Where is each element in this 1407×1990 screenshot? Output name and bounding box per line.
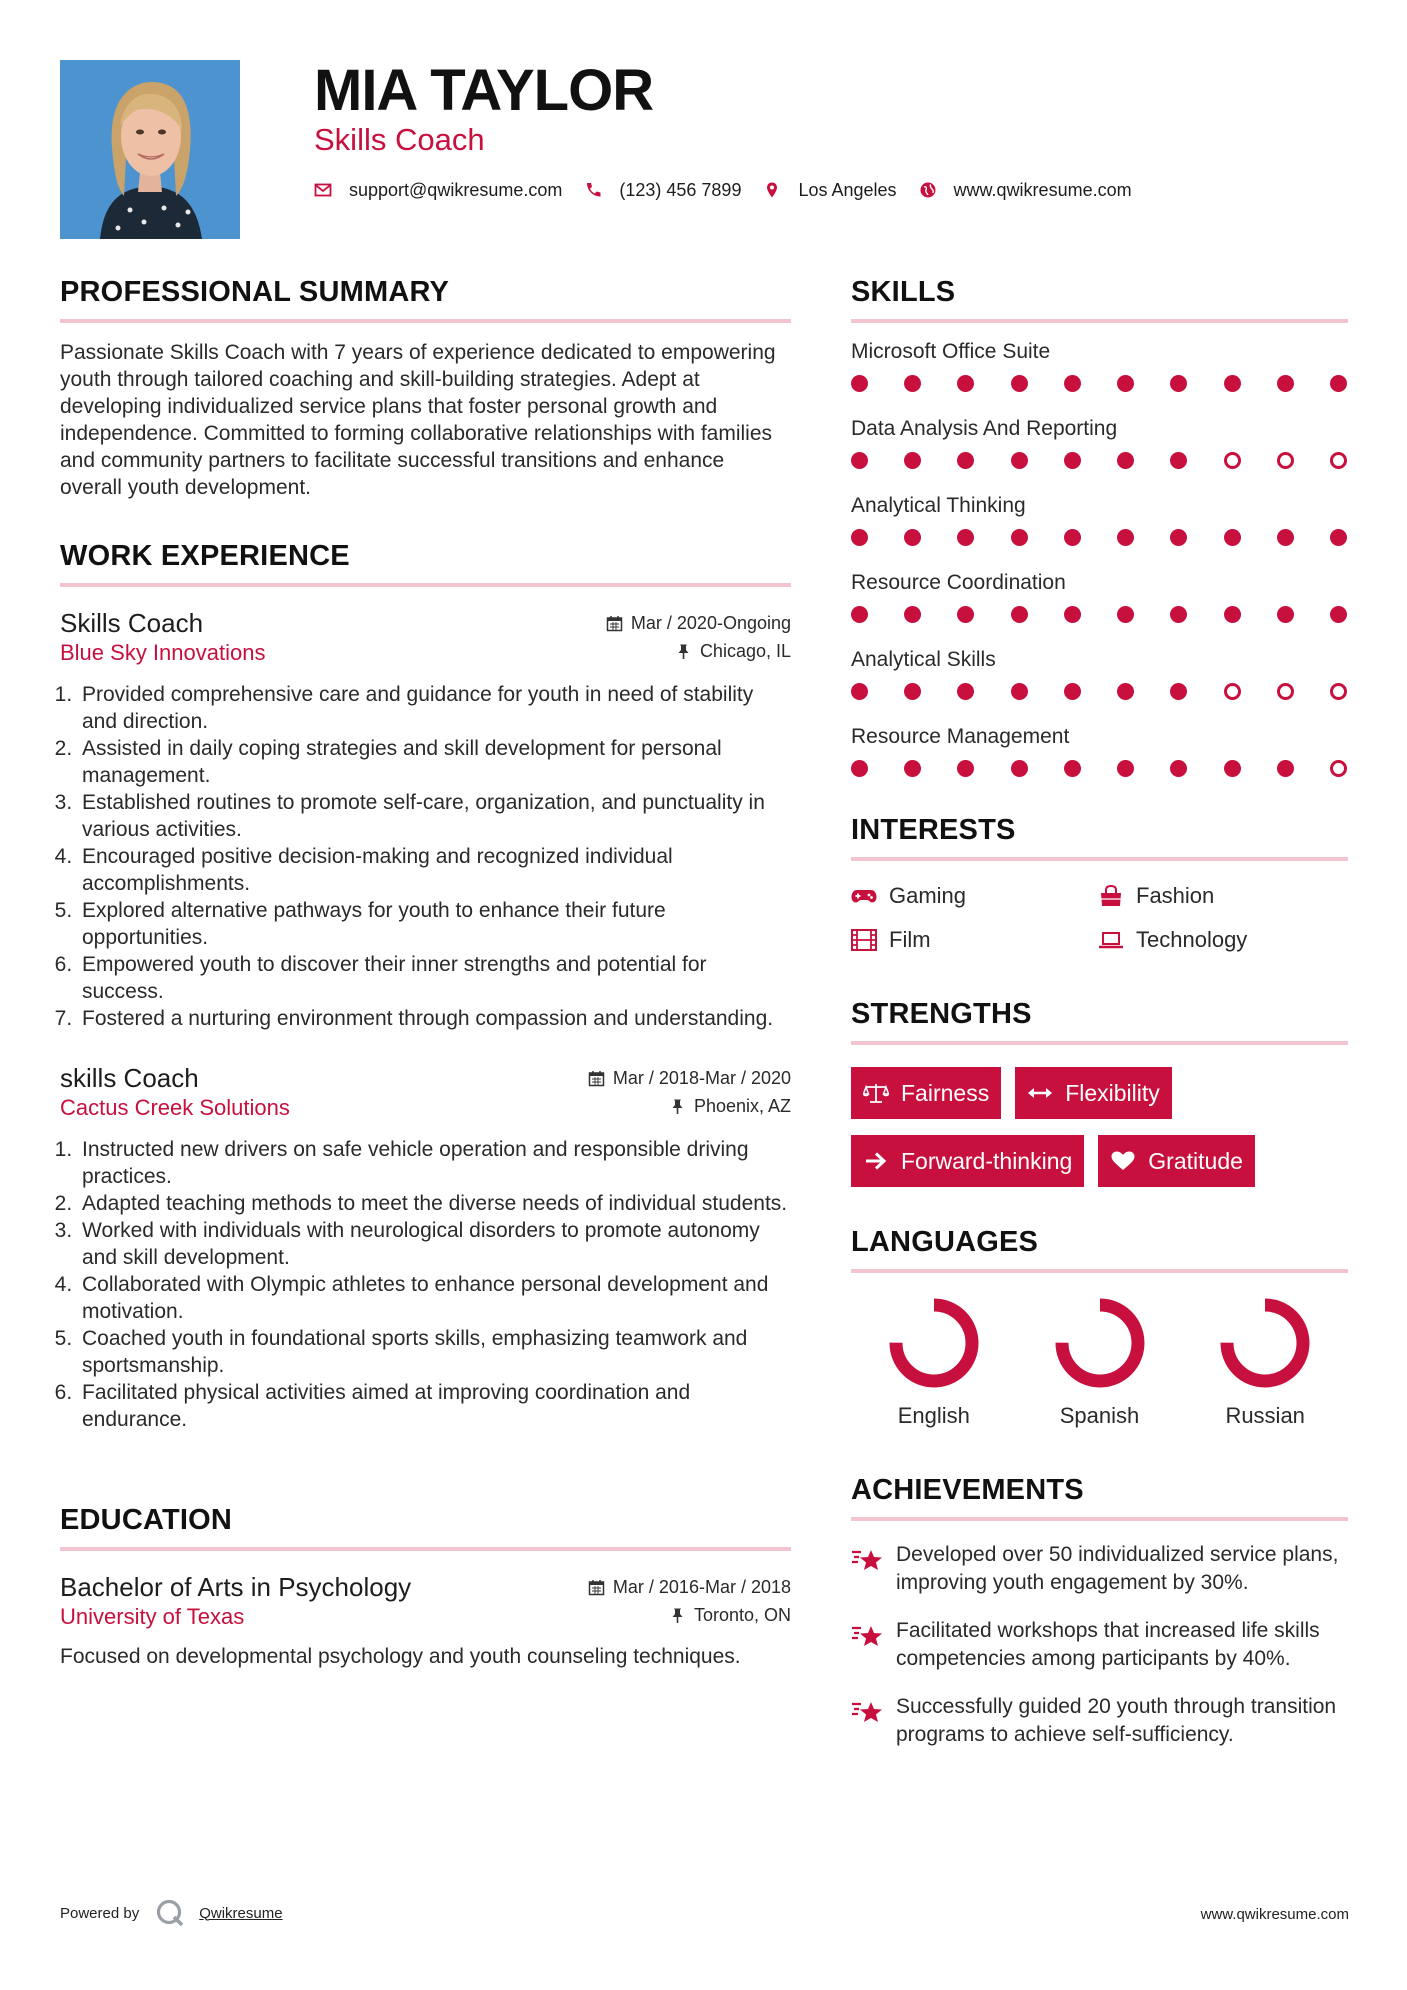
left-column — [60, 275, 791, 1670]
rating-dot-filled — [1330, 375, 1347, 392]
skill-rating — [851, 375, 1348, 392]
education-school: University of Texas — [60, 1604, 245, 1629]
language-ring-arc — [1062, 1305, 1138, 1381]
skill-rating — [851, 760, 1348, 777]
rating-dot-filled — [1064, 760, 1081, 777]
education-location — [669, 1605, 791, 1626]
rating-dot-empty — [1224, 683, 1241, 700]
language-item — [1017, 1295, 1183, 1429]
skill-rating — [851, 529, 1348, 546]
experience-heading: WORK EXPERIENCE — [60, 539, 791, 587]
globe-icon — [919, 181, 937, 199]
language-name: Russian — [1225, 1403, 1305, 1428]
achievements-heading: ACHIEVEMENTS — [851, 1473, 1348, 1521]
rating-dot-filled — [904, 375, 921, 392]
job-date-text: Mar / 2018-Mar / 2020 — [612, 1068, 791, 1088]
powered-by-label: Powered by — [60, 1904, 140, 1922]
heart-icon — [1110, 1150, 1136, 1172]
contact-bar — [314, 177, 1154, 203]
rating-dot-filled — [1064, 683, 1081, 700]
language-item — [851, 1295, 1017, 1429]
rating-dot-empty — [1277, 683, 1294, 700]
achievement-item — [851, 1693, 1348, 1749]
laptop-icon — [1098, 929, 1124, 951]
job-header — [60, 1062, 791, 1094]
rating-dot-filled — [904, 683, 921, 700]
gamepad-icon — [851, 885, 877, 907]
calendar-icon — [588, 1579, 605, 1596]
languages-list — [851, 1295, 1348, 1429]
job-subheader — [60, 639, 791, 667]
strength-tag — [851, 1067, 1001, 1119]
rating-dot-filled — [1224, 375, 1241, 392]
list-item: 7. Fostered a nurturing environment through compassion and understanding. — [78, 1005, 791, 1032]
interest-label: Technology — [1136, 927, 1248, 952]
job-location — [669, 1096, 791, 1117]
skill-name: Resource Management — [851, 725, 1070, 748]
summary-heading: PROFESSIONAL SUMMARY — [60, 275, 791, 323]
list-item: 6. Facilitated physical activities aimed at improving coordination and endurance. — [78, 1379, 791, 1433]
envelope-icon — [314, 181, 332, 199]
skills-list — [851, 339, 1348, 777]
rating-dot-filled — [1117, 760, 1134, 777]
contact-location — [763, 180, 896, 201]
phone-icon — [584, 181, 602, 199]
education-degree: Bachelor of Arts in Psychology — [60, 1572, 412, 1602]
rating-dot-filled — [1277, 529, 1294, 546]
interest-item — [851, 927, 1098, 953]
skill-item — [851, 416, 1348, 469]
job-header — [60, 607, 791, 639]
rating-dot-empty — [1330, 683, 1347, 700]
list-item: 2. Adapted teaching methods to meet the diverse needs of individual students. — [78, 1190, 791, 1217]
list-item: 3. Worked with individuals with neurological disorders to promote autonomy and skill development. — [78, 1217, 791, 1271]
profile-photo — [60, 60, 240, 239]
list-item: 4. Encouraged positive decision-making and recognized individual accomplishments. — [78, 843, 791, 897]
rating-dot-filled — [1011, 375, 1028, 392]
job-location-text: Phoenix, AZ — [693, 1096, 791, 1116]
skill-name: Analytical Thinking — [851, 494, 1026, 517]
skill-item — [851, 724, 1348, 777]
rating-dot-filled — [1011, 760, 1028, 777]
rating-dot-empty — [1330, 760, 1347, 777]
skill-name: Microsoft Office Suite — [851, 340, 1051, 363]
skill-name: Analytical Skills — [851, 648, 996, 671]
pushpin-icon — [675, 643, 692, 660]
rating-dot-empty — [1224, 452, 1241, 469]
job-date — [588, 1068, 791, 1089]
job-duties — [60, 681, 791, 1032]
education-date — [588, 1577, 791, 1598]
rating-dot-filled — [1330, 606, 1347, 623]
strengths-list — [851, 1067, 1348, 1187]
strength-label: Fairness — [901, 1079, 990, 1106]
achievement-text: Developed over 50 individualized service plans, improving youth engagement by 30%. — [896, 1543, 1339, 1594]
language-item — [1182, 1295, 1348, 1429]
rating-dot-filled — [957, 683, 974, 700]
interest-item — [851, 883, 1098, 909]
rating-dot-filled — [904, 529, 921, 546]
rating-dot-filled — [1011, 452, 1028, 469]
arrows-horizontal-icon — [1027, 1082, 1053, 1104]
strength-label: Forward-thinking — [901, 1147, 1073, 1174]
pushpin-icon — [669, 1607, 686, 1624]
calendar-icon — [606, 615, 623, 632]
rating-dot-filled — [1170, 760, 1187, 777]
rating-dot-filled — [1064, 452, 1081, 469]
interests-heading: INTERESTS — [851, 813, 1348, 861]
job-entry — [60, 1062, 791, 1433]
language-name: Spanish — [1059, 1403, 1140, 1428]
shooting-star-icon — [851, 1696, 885, 1726]
list-item: 6. Empowered youth to discover their inner strengths and potential for success. — [78, 951, 791, 1005]
skill-rating — [851, 452, 1348, 469]
map-pin-icon — [763, 181, 781, 199]
skill-name: Resource Coordination — [851, 571, 1066, 594]
language-ring — [1052, 1295, 1148, 1391]
shopping-bag-icon — [1098, 885, 1124, 907]
rating-dot-filled — [957, 606, 974, 623]
contact-phone-text: (123) 456 7899 — [619, 179, 742, 200]
calendar-icon — [588, 1070, 605, 1087]
rating-dot-filled — [904, 606, 921, 623]
achievement-text: Facilitated workshops that increased life skills competencies among participants by 40%. — [896, 1619, 1320, 1670]
shooting-star-icon — [851, 1620, 885, 1650]
right-column — [851, 275, 1348, 1749]
summary-text: Passionate Skills Coach with 7 years of experience dedicated to empowering youth through tailored coaching and skill-building strategies. Adept at developing individualized service plans that foster personal growth and independence. Committed to forming collaborative relationships with families and community partners to facilitate successful transitions and enhance overall youth development. — [60, 341, 776, 499]
strengths-heading: STRENGTHS — [851, 997, 1348, 1045]
achievement-text: Successfully guided 20 youth through transition programs to achieve self-sufficiency. — [896, 1695, 1337, 1746]
language-ring — [886, 1295, 982, 1391]
rating-dot-empty — [1330, 452, 1347, 469]
rating-dot-filled — [1064, 529, 1081, 546]
rating-dot-filled — [1117, 375, 1134, 392]
achievements-section — [851, 1473, 1348, 1749]
contact-website-text: www.qwikresume.com — [953, 179, 1132, 200]
list-item: 2. Assisted in daily coping strategies and skill development for personal management. — [78, 735, 791, 789]
rating-dot-filled — [1170, 606, 1187, 623]
list-item: 1. Instructed new drivers on safe vehicle operation and responsible driving practices. — [78, 1136, 791, 1190]
education-header — [60, 1571, 791, 1603]
education-location-text: Toronto, ON — [693, 1605, 791, 1625]
skill-item — [851, 493, 1348, 546]
rating-dot-filled — [1117, 452, 1134, 469]
rating-dot-filled — [851, 606, 868, 623]
achievement-item — [851, 1617, 1348, 1673]
qwikresume-link[interactable]: Qwikresume — [199, 1904, 283, 1922]
rating-dot-filled — [1277, 606, 1294, 623]
job-title: skills Coach — [60, 1063, 199, 1093]
interest-label: Film — [889, 927, 931, 952]
rating-dot-filled — [1064, 375, 1081, 392]
job-duties — [60, 1136, 791, 1433]
skills-section — [851, 275, 1348, 777]
skill-rating — [851, 683, 1348, 700]
rating-dot-filled — [1170, 375, 1187, 392]
education-date-text: Mar / 2016-Mar / 2018 — [612, 1577, 791, 1597]
contact-email-text: support@qwikresume.com — [349, 179, 563, 200]
rating-dot-filled — [1064, 606, 1081, 623]
footer-website[interactable]: www.qwikresume.com — [1200, 1906, 1349, 1923]
candidate-role: Skills Coach — [314, 122, 485, 157]
rating-dot-filled — [1224, 529, 1241, 546]
list-item: 3. Established routines to promote self-care, organization, and punctuality in various activities. — [78, 789, 791, 843]
rating-dot-filled — [1170, 452, 1187, 469]
achievements-list — [851, 1541, 1348, 1749]
rating-dot-filled — [1224, 760, 1241, 777]
job-company: Blue Sky Innovations — [60, 640, 266, 665]
skills-heading: SKILLS — [851, 275, 1348, 323]
strength-label: Gratitude — [1148, 1147, 1243, 1174]
rating-dot-filled — [904, 760, 921, 777]
profile-photo-illustration — [60, 60, 240, 239]
job-title: Skills Coach — [60, 608, 204, 638]
rating-dot-filled — [851, 529, 868, 546]
balance-scale-icon — [863, 1082, 889, 1104]
job-entry — [60, 607, 791, 1032]
rating-dot-filled — [851, 375, 868, 392]
education-heading: EDUCATION — [60, 1503, 791, 1551]
skill-item — [851, 647, 1348, 700]
rating-dot-filled — [1117, 606, 1134, 623]
education-subheader — [60, 1603, 791, 1631]
list-item: 4. Collaborated with Olympic athletes to enhance personal development and motivation. — [78, 1271, 791, 1325]
interest-item — [1098, 883, 1348, 909]
qwikresume-logo-icon — [155, 1898, 185, 1928]
film-icon — [851, 929, 877, 951]
rating-dot-filled — [957, 529, 974, 546]
rating-dot-filled — [1330, 529, 1347, 546]
interests-section — [851, 813, 1348, 953]
list-item: 1. Provided comprehensive care and guidance for youth in need of stability and direction. — [78, 681, 791, 735]
job-location-text: Chicago, IL — [699, 641, 791, 661]
interest-label: Fashion — [1136, 883, 1215, 908]
rating-dot-filled — [1224, 606, 1241, 623]
strengths-section — [851, 997, 1348, 1187]
experience-section — [60, 539, 791, 1433]
shooting-star-icon — [851, 1544, 885, 1574]
job-company: Cactus Creek Solutions — [60, 1095, 290, 1120]
interests-list — [851, 883, 1348, 953]
list-item: 5. Coached youth in foundational sports skills, emphasizing teamwork and sportsmanship. — [78, 1325, 791, 1379]
job-location — [675, 641, 791, 662]
contact-email[interactable] — [314, 180, 562, 201]
rating-dot-filled — [851, 452, 868, 469]
skill-item — [851, 339, 1348, 392]
strength-tag — [1015, 1067, 1172, 1119]
arrow-right-icon — [863, 1150, 889, 1172]
interest-item — [1098, 927, 1348, 953]
education-section — [60, 1503, 791, 1670]
rating-dot-filled — [1011, 529, 1028, 546]
rating-dot-filled — [1170, 529, 1187, 546]
skill-item — [851, 570, 1348, 623]
rating-dot-filled — [1011, 606, 1028, 623]
rating-dot-filled — [1117, 529, 1134, 546]
strength-tag — [851, 1135, 1084, 1187]
rating-dot-filled — [957, 760, 974, 777]
rating-dot-filled — [851, 760, 868, 777]
language-ring — [1217, 1295, 1313, 1391]
languages-section — [851, 1225, 1348, 1429]
rating-dot-filled — [957, 452, 974, 469]
interest-label: Gaming — [889, 883, 967, 908]
job-date — [606, 613, 791, 634]
contact-location-text: Los Angeles — [798, 179, 897, 200]
contact-website[interactable] — [919, 180, 1132, 201]
languages-heading: LANGUAGES — [851, 1225, 1348, 1273]
pushpin-icon — [669, 1098, 686, 1115]
candidate-name: MIA TAYLOR — [314, 58, 654, 123]
rating-dot-filled — [851, 683, 868, 700]
education-description: Focused on developmental psychology and youth counseling techniques. — [60, 1645, 741, 1668]
language-ring-arc — [1227, 1305, 1303, 1381]
job-date-text: Mar / 2020-Ongoing — [630, 613, 791, 633]
footer-powered-by — [60, 1898, 283, 1928]
contact-phone[interactable] — [584, 180, 741, 201]
strength-label: Flexibility — [1065, 1079, 1160, 1106]
rating-dot-filled — [1277, 375, 1294, 392]
skill-rating — [851, 606, 1348, 623]
rating-dot-filled — [957, 375, 974, 392]
summary-section — [60, 275, 791, 501]
language-name: English — [897, 1403, 970, 1428]
language-ring-arc — [896, 1305, 972, 1381]
achievement-item — [851, 1541, 1348, 1597]
rating-dot-empty — [1277, 452, 1294, 469]
rating-dot-filled — [904, 452, 921, 469]
strength-tag — [1098, 1135, 1255, 1187]
rating-dot-filled — [1011, 683, 1028, 700]
rating-dot-filled — [1170, 683, 1187, 700]
job-subheader — [60, 1094, 791, 1122]
rating-dot-filled — [1277, 760, 1294, 777]
skill-name: Data Analysis And Reporting — [851, 417, 1118, 440]
list-item: 5. Explored alternative pathways for youth to enhance their future opportunities. — [78, 897, 791, 951]
rating-dot-filled — [1117, 683, 1134, 700]
